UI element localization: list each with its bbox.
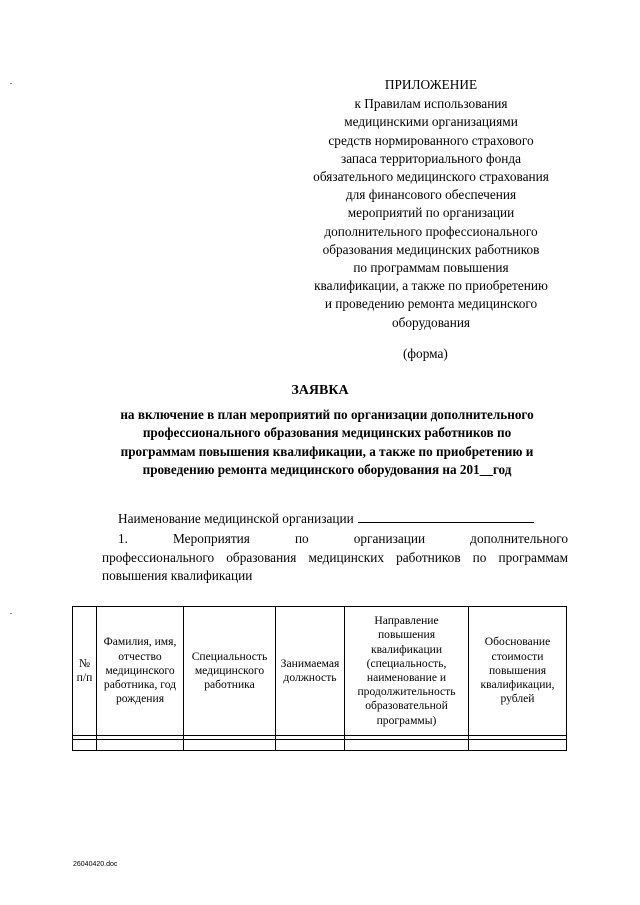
appendix-line: мероприятий по организации [347,205,515,221]
subtitle-line: программам повышения квалификации, а также по приобретению и [120,443,534,459]
appendix-line: образования медицинских работников [322,241,540,257]
appendix-line: и проведению ремонта медицинского [324,296,538,312]
appendix-line: средств нормированного страхового [328,132,534,148]
application-table [72,606,567,751]
subtitle-line: профессионального образования медицинских работников по [142,425,512,441]
table-cell[interactable] [184,740,276,751]
appendix-line: квалификации, а также по приобретению [314,278,548,294]
table-cell[interactable] [345,740,469,751]
section-1-first-line: 1. Мероприятия по организации дополнительного [118,531,568,546]
appendix-line: дополнительного профессионального [324,223,538,239]
subtitle-line: проведению ремонта медицинского оборудования на 201__год [142,462,512,478]
table-row [73,740,567,751]
form-label: (форма) [403,346,448,361]
appendix-block [268,76,594,332]
scan-mark [10,83,12,84]
header-cell-full-name: Фамилия, имя, отчество медицинского работника, год рождения [97,607,184,736]
table-cell[interactable] [469,740,567,751]
org-name-label: Наименование медицинской организации [118,511,354,526]
appendix-line: оборудования [391,314,471,330]
appendix-line: обязательного медицинского страхования [313,169,549,185]
document-title: ЗАЯВКА [291,383,349,398]
header-cell-cost-justification: Обоснование стоимости повышения квалификации, рублей [469,607,567,736]
section-1-text: профессионального образования медицинских работников по программам повышения квалификации [102,549,568,583]
appendix-line: к Правилам использования [354,96,508,112]
file-name-footer: 26040420.doc [73,861,118,868]
table-cell[interactable] [73,740,97,751]
header-cell-training-direction: Направление повышения квалификации (специальность, наименование и продолжительность образовательной программы) [345,607,469,736]
appendix-line: для финансового обеспечения [345,187,517,203]
table-header-row [73,607,567,736]
header-cell-number: № п/п [73,607,97,736]
appendix-title: ПРИЛОЖЕНИЕ [384,77,478,92]
subtitle-line: на включение в план мероприятий по организации дополнительного [120,407,534,422]
document-subtitle [62,406,592,480]
section-1 [102,530,568,586]
table-cell[interactable] [97,740,184,751]
org-name-blank[interactable] [358,510,534,523]
header-cell-position: Занимаемая должность [276,607,345,736]
appendix-line: медицинскими организациями [344,114,518,130]
scan-mark [10,613,12,614]
table-cell[interactable] [276,740,345,751]
header-cell-specialty: Специальность медицинского работника [184,607,276,736]
appendix-line: по программам повышения [353,260,509,276]
org-name-line [118,510,584,529]
appendix-line: запаса территориального фонда [340,150,522,166]
